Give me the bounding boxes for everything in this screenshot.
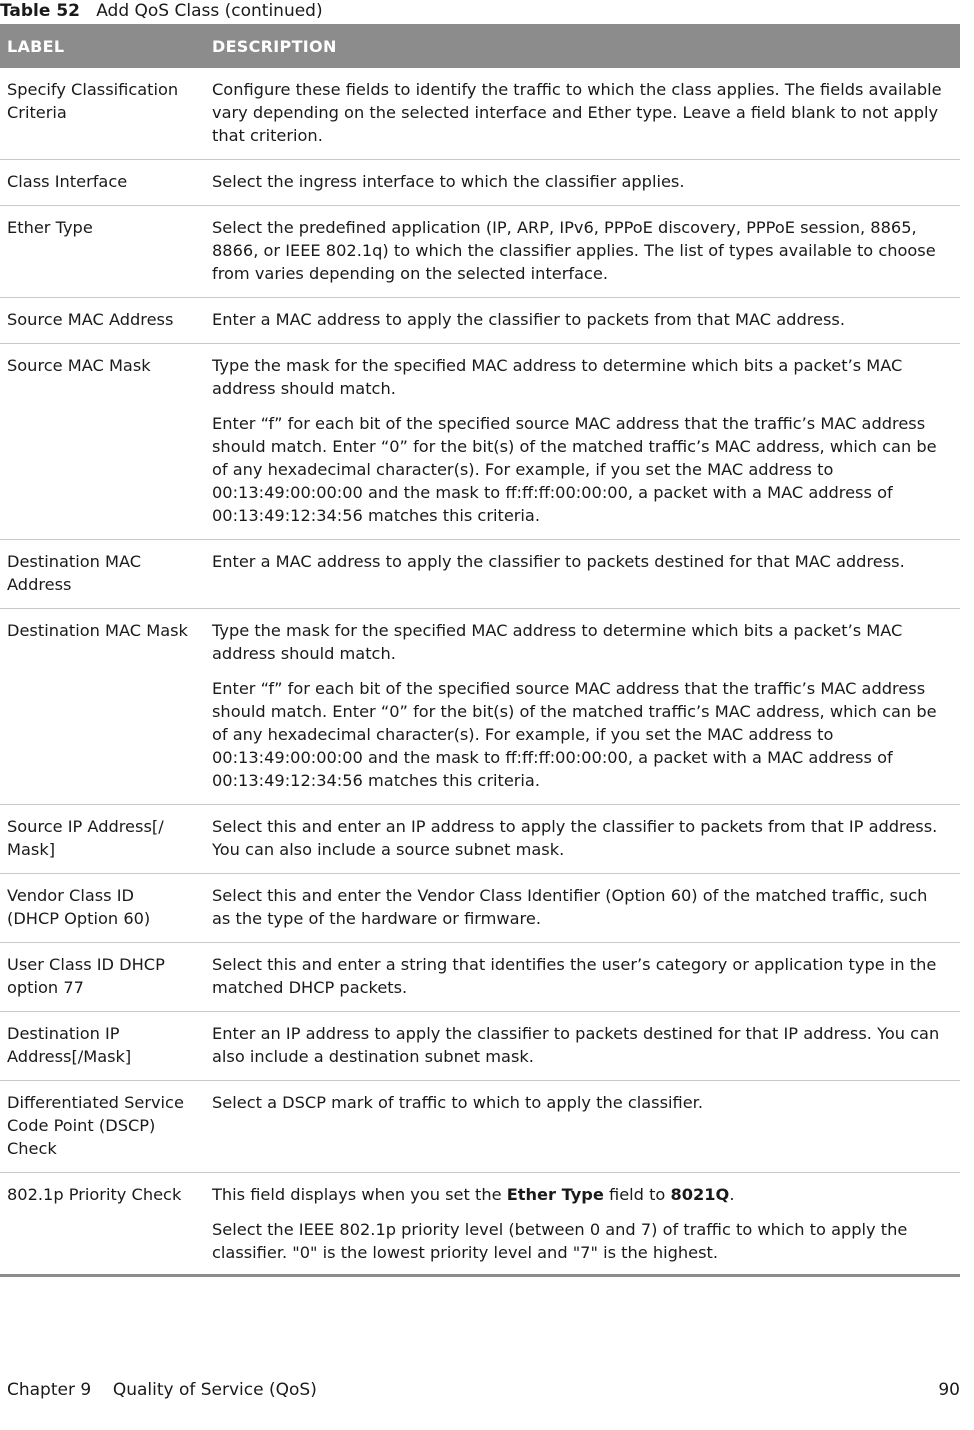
description-paragraph: Type the mask for the specified MAC address to determine which bits a packet’s MAC address should match. xyxy=(212,356,903,398)
table-caption xyxy=(0,0,323,24)
description-paragraph: Select this and enter the Vendor Class Identifier (Option 60) of the matched traffic, such as the type of the hardware or firmware. xyxy=(212,886,928,928)
chapter-title: Quality of Service (QoS) xyxy=(112,1380,317,1400)
header-label: LABEL xyxy=(0,24,205,68)
row-label: Ether Type xyxy=(0,206,205,298)
qos-class-table xyxy=(0,24,960,1277)
description-paragraph: Enter a MAC address to apply the classifier to packets destined for that MAC address. xyxy=(212,552,905,571)
table-row xyxy=(0,874,960,943)
row-label: Differentiated Service Code Point (DSCP) Check xyxy=(0,1081,205,1173)
table-row xyxy=(0,68,960,160)
row-label: Specify Classification Criteria xyxy=(0,68,205,160)
table-header-row xyxy=(0,24,960,68)
page-footer xyxy=(7,1377,960,1403)
table-row xyxy=(0,1173,960,1276)
description-paragraph: Select the ingress interface to which the classifier applies. xyxy=(212,172,685,191)
row-description xyxy=(205,160,960,206)
row-description xyxy=(205,943,960,1012)
row-description xyxy=(205,1081,960,1173)
header-description: DESCRIPTION xyxy=(205,24,960,68)
row-label: Class Interface xyxy=(0,160,205,206)
row-label: Source IP Address[/ Mask] xyxy=(0,805,205,874)
row-description xyxy=(205,1173,960,1276)
table-row xyxy=(0,805,960,874)
field-reference: Ether Type xyxy=(506,1185,604,1204)
description-text: . xyxy=(729,1185,735,1204)
table-number: Table 52 xyxy=(0,1,80,21)
row-description xyxy=(205,1012,960,1081)
description-paragraph: Enter an IP address to apply the classifier to packets destined for that IP address. You can also include a destination subnet mask. xyxy=(212,1024,940,1066)
row-description xyxy=(205,609,960,805)
row-description xyxy=(205,298,960,344)
table-row xyxy=(0,1012,960,1081)
chapter-number: Chapter 9 xyxy=(7,1380,92,1400)
description-paragraph xyxy=(212,1183,946,1206)
description-paragraph: Enter “f” for each bit of the specified source MAC address that the traffic’s MAC address should match. Enter “0” for the bit(s) of the matched traffic’s MAC address, which can be of any hexadecimal character(s). For example, if you set the MAC address to 00:13:49:00:00:00 and the mask to ff:ff:ff:00:00:00, a packet with a MAC address of 00:13:49:12:34:56 matches this criteria. xyxy=(212,679,937,790)
table-row xyxy=(0,160,960,206)
row-label: Destination MAC Address xyxy=(0,540,205,609)
table-row xyxy=(0,298,960,344)
row-label: Vendor Class ID (DHCP Option 60) xyxy=(0,874,205,943)
table-row xyxy=(0,609,960,805)
row-description xyxy=(205,206,960,298)
table-row xyxy=(0,943,960,1012)
description-paragraph: Enter a MAC address to apply the classifier to packets from that MAC address. xyxy=(212,310,845,329)
table-title: Add QoS Class (continued) xyxy=(96,1,323,21)
description-paragraph: Select this and enter an IP address to apply the classifier to packets from that IP address. You can also include a source subnet mask. xyxy=(212,817,938,859)
row-description xyxy=(205,874,960,943)
table-row xyxy=(0,344,960,540)
description-paragraph: Configure these fields to identify the traffic to which the class applies. The fields available vary depending on the selected interface and Ether type. Leave a field blank to not apply that criterion. xyxy=(212,80,942,145)
description-paragraph: Select the predefined application (IP, ARP, IPv6, PPPoE discovery, PPPoE session, 8865, 8866, or IEEE 802.1q) to which the classifier applies. The list of types available to choose from varies depending on the selected interface. xyxy=(212,218,936,283)
table-body xyxy=(0,68,960,1276)
row-label: Source MAC Mask xyxy=(0,344,205,540)
row-label: Source MAC Address xyxy=(0,298,205,344)
field-reference: 8021Q xyxy=(670,1185,730,1204)
row-description xyxy=(205,68,960,160)
description-text: This field displays when you set the xyxy=(212,1185,507,1204)
description-text: field to xyxy=(603,1185,671,1204)
row-label: Destination IP Address[/Mask] xyxy=(0,1012,205,1081)
table-row xyxy=(0,1081,960,1173)
description-paragraph: Select a DSCP mark of traffic to which to apply the classifier. xyxy=(212,1093,703,1112)
table-row xyxy=(0,206,960,298)
description-paragraph: Type the mask for the specified MAC address to determine which bits a packet’s MAC address should match. xyxy=(212,621,903,663)
page-number: 90 xyxy=(938,1380,960,1400)
description-paragraph: Enter “f” for each bit of the specified source MAC address that the traffic’s MAC address should match. Enter “0” for the bit(s) of the matched traffic’s MAC address, which can be of any hexadecimal character(s). For example, if you set the MAC address to 00:13:49:00:00:00 and the mask to ff:ff:ff:00:00:00, a packet with a MAC address of 00:13:49:12:34:56 matches this criteria. xyxy=(212,414,937,525)
description-paragraph: Select this and enter a string that identifies the user’s category or application type in the matched DHCP packets. xyxy=(212,955,937,997)
row-description xyxy=(205,344,960,540)
row-label: Destination MAC Mask xyxy=(0,609,205,805)
row-description xyxy=(205,540,960,609)
row-label: 802.1p Priority Check xyxy=(0,1173,205,1276)
row-description xyxy=(205,805,960,874)
description-paragraph: Select the IEEE 802.1p priority level (between 0 and 7) of traffic to which to apply the classifier. "0" is the lowest priority level and "7" is the highest. xyxy=(212,1220,908,1262)
table-row xyxy=(0,540,960,609)
footer-chapter xyxy=(7,1380,317,1400)
row-label: User Class ID DHCP option 77 xyxy=(0,943,205,1012)
